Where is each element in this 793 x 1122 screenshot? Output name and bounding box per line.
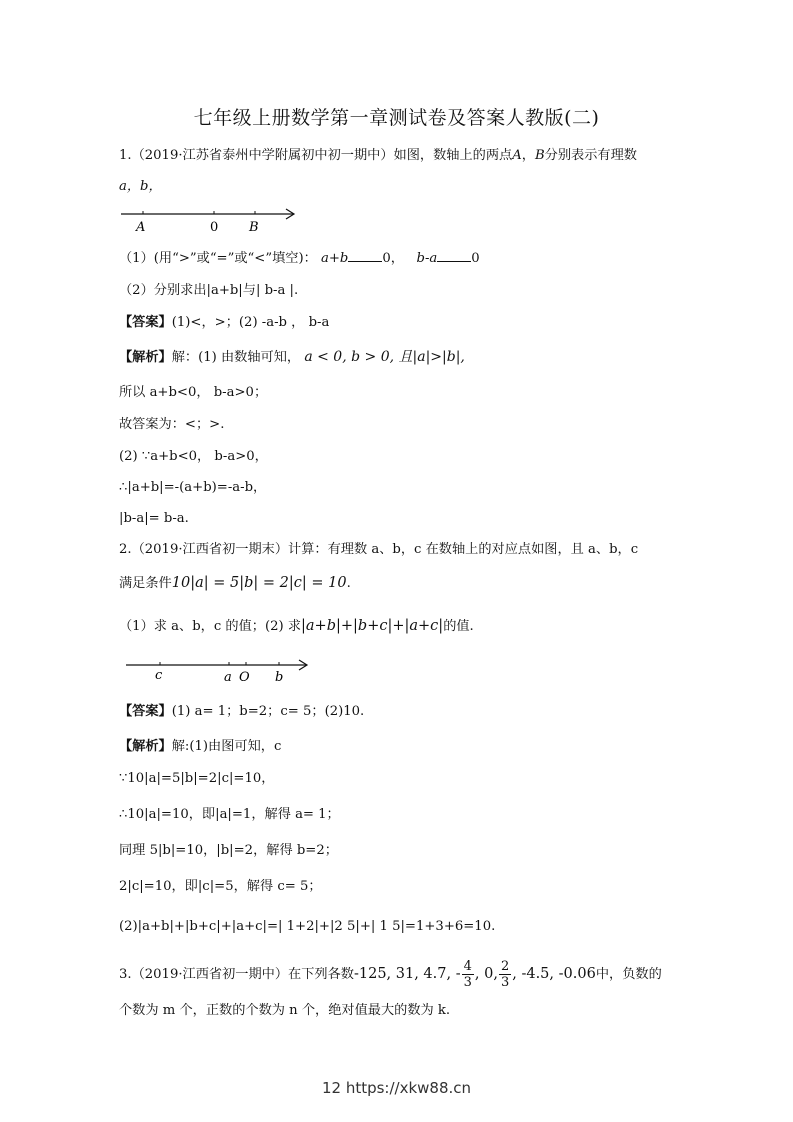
page-title: 七年级上册数学第一章测试卷及答案人教版(二) <box>193 107 600 129</box>
q1-analysis: 【解析】解：(1) 由数轴可知， a < 0, b > 0, 且|a|>|b|, <box>119 349 465 365</box>
q2-line-5: (2)|a+b|+|b+c|+|a+c|=| 1+2|+|2 5|+| 1 5|=1+3+6=10. <box>119 919 496 934</box>
q2-axis-label-o: O <box>239 670 250 685</box>
q2-line-4: 2|c|=10，即|c|=5，解得 c= 5； <box>119 879 322 894</box>
q2-axis-label-a: a <box>224 670 232 685</box>
q1-stem: 1.（2019·江苏省泰州中学附属初中初一期中）如图，数轴上的两点A，B分别表示有理数 <box>119 148 637 163</box>
q1-line-last: |b-a|= b-a. <box>119 511 189 526</box>
q2-line-1: ∵10|a|=5|b|=2|c|=10， <box>119 771 275 786</box>
q3-fraction-2: $\frac{2}{3}$ <box>500 959 510 990</box>
q1-axis-label-a: A <box>136 220 146 235</box>
q2-stem: 2.（2019·江西省初一期末）计算：有理数 a、b，c 在数轴上的对应点如图，且 a、b，c <box>119 542 639 557</box>
q2-axis-label-b: b <box>275 670 284 685</box>
q2-axis-label-c: c <box>155 668 163 683</box>
q1-part1: （1）(用“>”或“=”或“<”填空)： a+b 0， b-a 0 <box>119 251 480 266</box>
page-footer: 12 https://xkw88.cn <box>321 1079 472 1097</box>
q1-axis-label-zero: 0 <box>210 220 219 235</box>
q1-line-therefore: ∴|a+b|=-(a+b)=-a-b， <box>119 480 267 495</box>
q2-condition: 满足条件10|a| = 5|b| = 2|c| = 10. <box>119 575 351 591</box>
q1-stem-line2: a，b， <box>119 179 162 194</box>
q1-part2: （2）分别求出|a+b|与| b-a |. <box>119 283 299 298</box>
q2-analysis: 【解析】解:(1)由图可知，c <box>119 739 282 754</box>
q2-number-line <box>124 657 314 687</box>
q1-line-so: 所以 a+b<0， b-a>0； <box>119 385 268 400</box>
q1-line-ans: 故答案为：<；>. <box>119 417 225 432</box>
q3-fraction-1: $\frac{4}{3}$ <box>463 959 472 990</box>
q2-parts: （1）求 a、b，c 的值；(2) 求|a+b|+|b+c|+|a+c|的值. <box>119 618 474 634</box>
q1-blank-2[interactable] <box>437 249 471 262</box>
q1-line-because: (2) ∵a+b<0， b-a>0， <box>119 449 268 464</box>
q2-line-3: 同理 5|b|=10，|b|=2，解得 b=2； <box>119 843 338 858</box>
q2-line-2: ∴10|a|=10，即|a|=1，解得 a= 1； <box>119 807 340 822</box>
q3-line2: 个数为 m 个，正数的个数为 n 个，绝对值最大的数为 k. <box>119 1003 451 1018</box>
q2-answer: 【答案】(1) a= 1；b=2；c= 5；(2)10. <box>119 704 365 719</box>
q1-blank-1[interactable] <box>348 249 382 262</box>
q1-axis-label-b: B <box>249 220 259 235</box>
q1-answer: 【答案】(1)<，>；(2) -a-b ， b-a <box>119 315 330 330</box>
q1-number-line <box>119 205 309 235</box>
q3-stem: 3.（2019·江西省初一期中）在下列各数-125, 31, 4.7, - $\frac{4}{3}$ , 0, $\frac{2}{3}$ , -4.5, -0.06中，负数的 <box>119 959 662 990</box>
